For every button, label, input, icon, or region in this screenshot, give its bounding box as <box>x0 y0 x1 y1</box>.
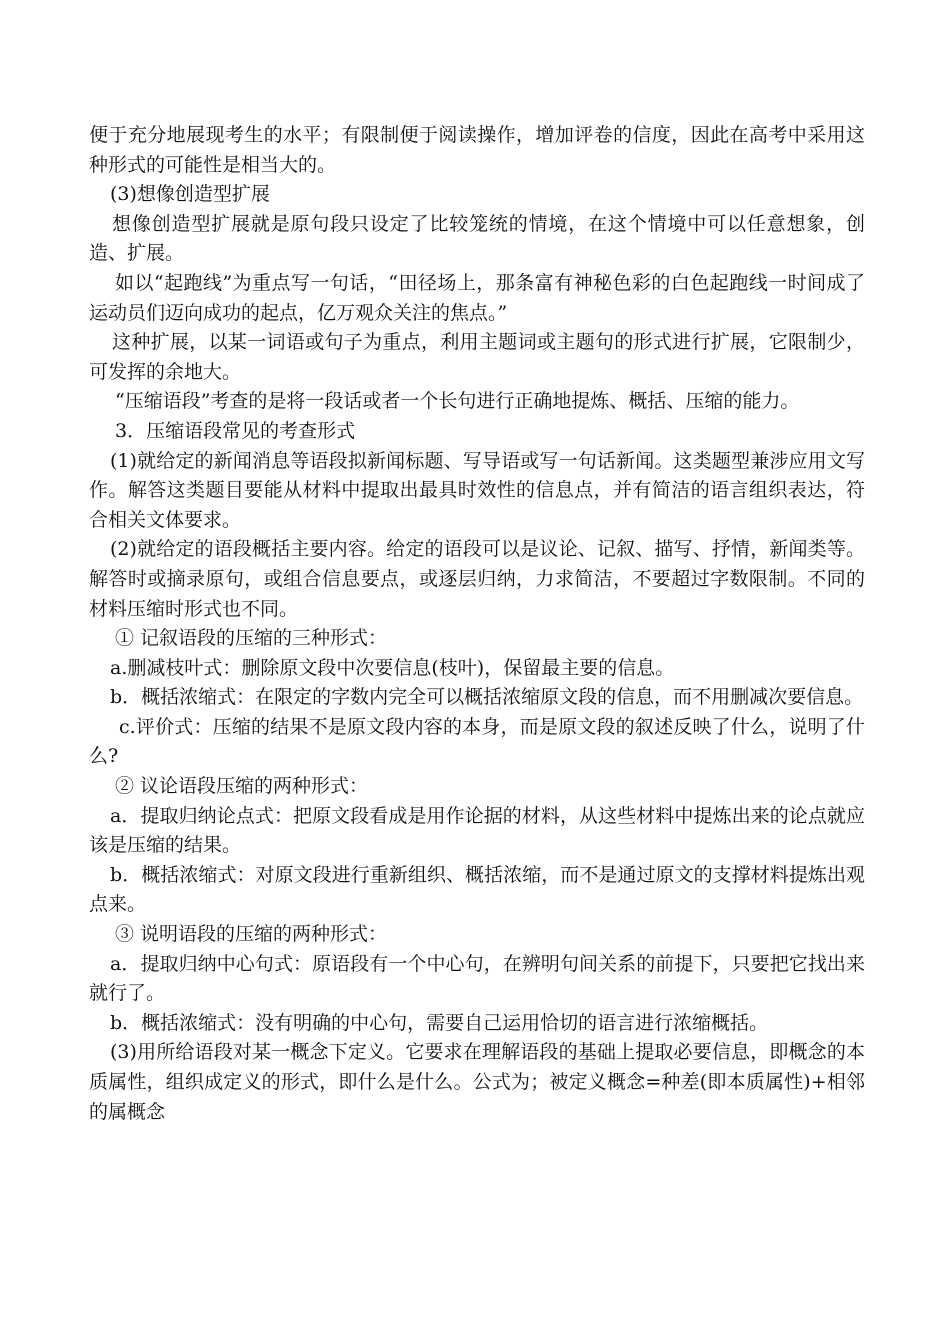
section-heading-compression-forms: 3．压缩语段常见的考查形式 <box>115 419 356 442</box>
list-item-narrative-b: b．概括浓缩式：在限定的字数内完全可以概括浓缩原文段的信息，而不用删减次要信息。 <box>110 686 864 709</box>
paragraph-continuation: 便于充分地展现考生的水平；有限制便于阅读操作，增加评卷的信度，因此在高考中采用这种形式的可能性是相当大的。 <box>89 124 865 176</box>
subheading-imaginative-expansion: (3)想像创造型扩展 <box>110 183 270 206</box>
paragraph-compression-intro: “压缩语段”考查的是将一段话或者一个长句进行正确地提炼、概括、压缩的能力。 <box>115 390 800 413</box>
paragraph-starting-line-example: 如以“起跑线”为重点写一句话，“田径场上，那条富有神秘色彩的白色起跑线一时间成了运动员们迈向成功的起点，亿万观众关注的焦点。” <box>89 271 865 324</box>
document-body <box>89 121 865 1127</box>
paragraph-form-2-summary: (2)就给定的语段概括主要内容。给定的语段可以是议论、记叙、描写、抒情，新闻类等。解答时或摘录原句，或组合信息要点，或逐层归纳，力求简洁，不要超过字数限制。不同的材料压缩时形式也不同。 <box>89 538 865 620</box>
list-item-argumentative-a: a．提取归纳论点式：把原文段看成是用作论据的材料，从这些材料中提炼出来的论点就应该是压缩的结果。 <box>89 804 865 857</box>
list-heading-argumentative: ② 议论语段压缩的两种形式： <box>115 775 369 798</box>
list-item-expository-b: b．概括浓缩式：没有明确的中心句，需要自己运用恰切的语言进行浓缩概括。 <box>110 1011 769 1034</box>
paragraph-form-3-definition: (3)用所给语段对某一概念下定义。它要求在理解语段的基础上提取必要信息，即概念的本质属性，组织成定义的形式，即什么是什么。公式为；被定义概念=种差(即本质属性)+相邻的属概念 <box>89 1041 865 1123</box>
list-item-expository-a: a．提取归纳中心句式：原语段有一个中心句，在辨明句间关系的前提下，只要把它找出来就行了。 <box>89 952 865 1005</box>
list-heading-narrative: ① 记叙语段的压缩的三种形式： <box>115 627 388 650</box>
list-item-narrative-c: c.评价式：压缩的结果不是原文段内容的本身，而是原文段的叙述反映了什么，说明了什么? <box>89 715 865 768</box>
list-item-narrative-a: a.删减枝叶式：删除原文段中次要信息(枝叶)，保留最主要的信息。 <box>110 656 675 679</box>
paragraph-expansion-note: 这种扩展，以某一词语或句子为重点，利用主题词或主题句的形式进行扩展，它限制少，可发挥的余地大。 <box>89 331 865 383</box>
list-heading-expository: ③ 说明语段的压缩的两种形式： <box>115 923 388 946</box>
list-item-argumentative-b: b．概括浓缩式：对原文段进行重新组织、概括浓缩，而不是通过原文的支撑材料提炼出观点来。 <box>89 863 865 916</box>
paragraph-form-1-news: (1)就给定的新闻消息等语段拟新闻标题、写导语或写一句话新闻。这类题型兼涉应用文写作。解答这类题目要能从材料中提取出最具时效性的信息点，并有简洁的语言组织表达，符合相关文体要求。 <box>89 449 865 531</box>
paragraph-imaginative-definition: 想像创造型扩展就是原句段只设定了比较笼统的情境，在这个情境中可以任意想象，创造、扩展。 <box>89 212 865 265</box>
